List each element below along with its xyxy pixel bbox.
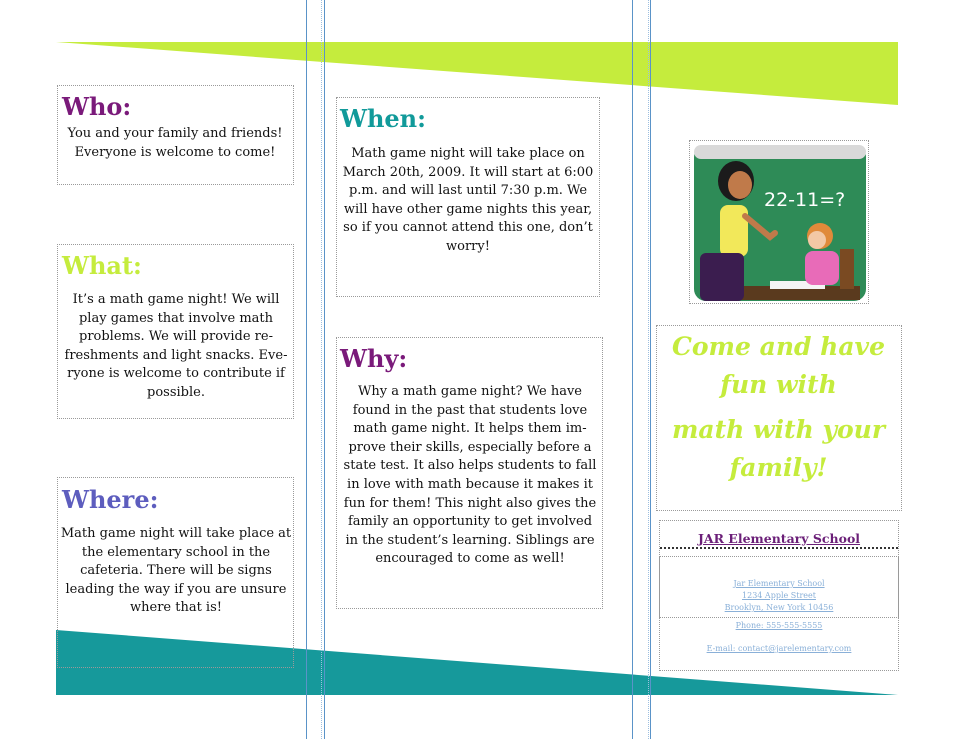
why-text: Why a math game night? We have found in the past that students love math game night. It helps them im-prove their skills, especially before a state test. It also helps students to fall in love with math because it makes it fun for them! This night also gives the family an opportunity to get involved in the student’s learning. Siblings are encouraged to come as well! bbox=[343, 384, 597, 567]
who-heading: Who: bbox=[62, 92, 132, 121]
where-text: Math game night will take place at the elementary school in the cafeteria. There will be signs leading the way if you are unsure where that is! bbox=[60, 526, 292, 616]
slogan-line: family! bbox=[729, 453, 828, 482]
column-guide bbox=[306, 0, 307, 739]
what-heading: What: bbox=[62, 251, 142, 280]
teacher-skirt bbox=[700, 253, 744, 301]
when-heading: When: bbox=[340, 104, 426, 133]
what-text: It’s a math game night! We will play games that involve math problems. We will provide re-freshments and light snacks. Eve-ryone is welcome to contribute if possible. bbox=[64, 292, 288, 400]
column-guide bbox=[324, 0, 325, 739]
column-guide bbox=[321, 0, 322, 739]
address-line[interactable]: 1234 Apple Street bbox=[742, 591, 816, 600]
student-face bbox=[808, 231, 826, 249]
board-equation: 22-11=? bbox=[764, 189, 846, 211]
chalkboard-frame bbox=[694, 145, 866, 159]
teacher-face bbox=[728, 171, 752, 199]
slogan-line: Come and have bbox=[671, 332, 885, 361]
column-guide bbox=[648, 0, 649, 739]
who-text: You and your family and friends! Everyone is welcome to come! bbox=[67, 126, 283, 160]
why-heading: Why: bbox=[340, 344, 408, 373]
teacher-classroom-icon bbox=[689, 140, 869, 304]
school-name: JAR Elementary School bbox=[660, 531, 898, 549]
address-line[interactable]: Brooklyn, New York 10456 bbox=[724, 603, 834, 612]
student-shirt bbox=[805, 251, 839, 285]
column-guide bbox=[650, 0, 651, 739]
email-line[interactable]: E-mail: contact@jarelementary.com bbox=[706, 644, 852, 653]
phone-line[interactable]: Phone: 555-555-5555 bbox=[735, 621, 823, 630]
illustration-art bbox=[690, 141, 868, 303]
column-guide bbox=[632, 0, 633, 739]
where-heading: Where: bbox=[62, 485, 159, 514]
address-line[interactable]: Jar Elementary School bbox=[733, 579, 825, 588]
chair bbox=[840, 249, 854, 289]
slogan-line: fun with bbox=[720, 370, 837, 399]
when-text: Math game night will take place on March 20th, 2009. It will start at 6:00 p.m. and will last until 7:30 p.m. We will have other game nights this year, so if you cannot attend this one, don’t worry! bbox=[342, 146, 594, 254]
teacher-shirt bbox=[720, 205, 748, 257]
slogan-line: math with your bbox=[671, 415, 886, 444]
